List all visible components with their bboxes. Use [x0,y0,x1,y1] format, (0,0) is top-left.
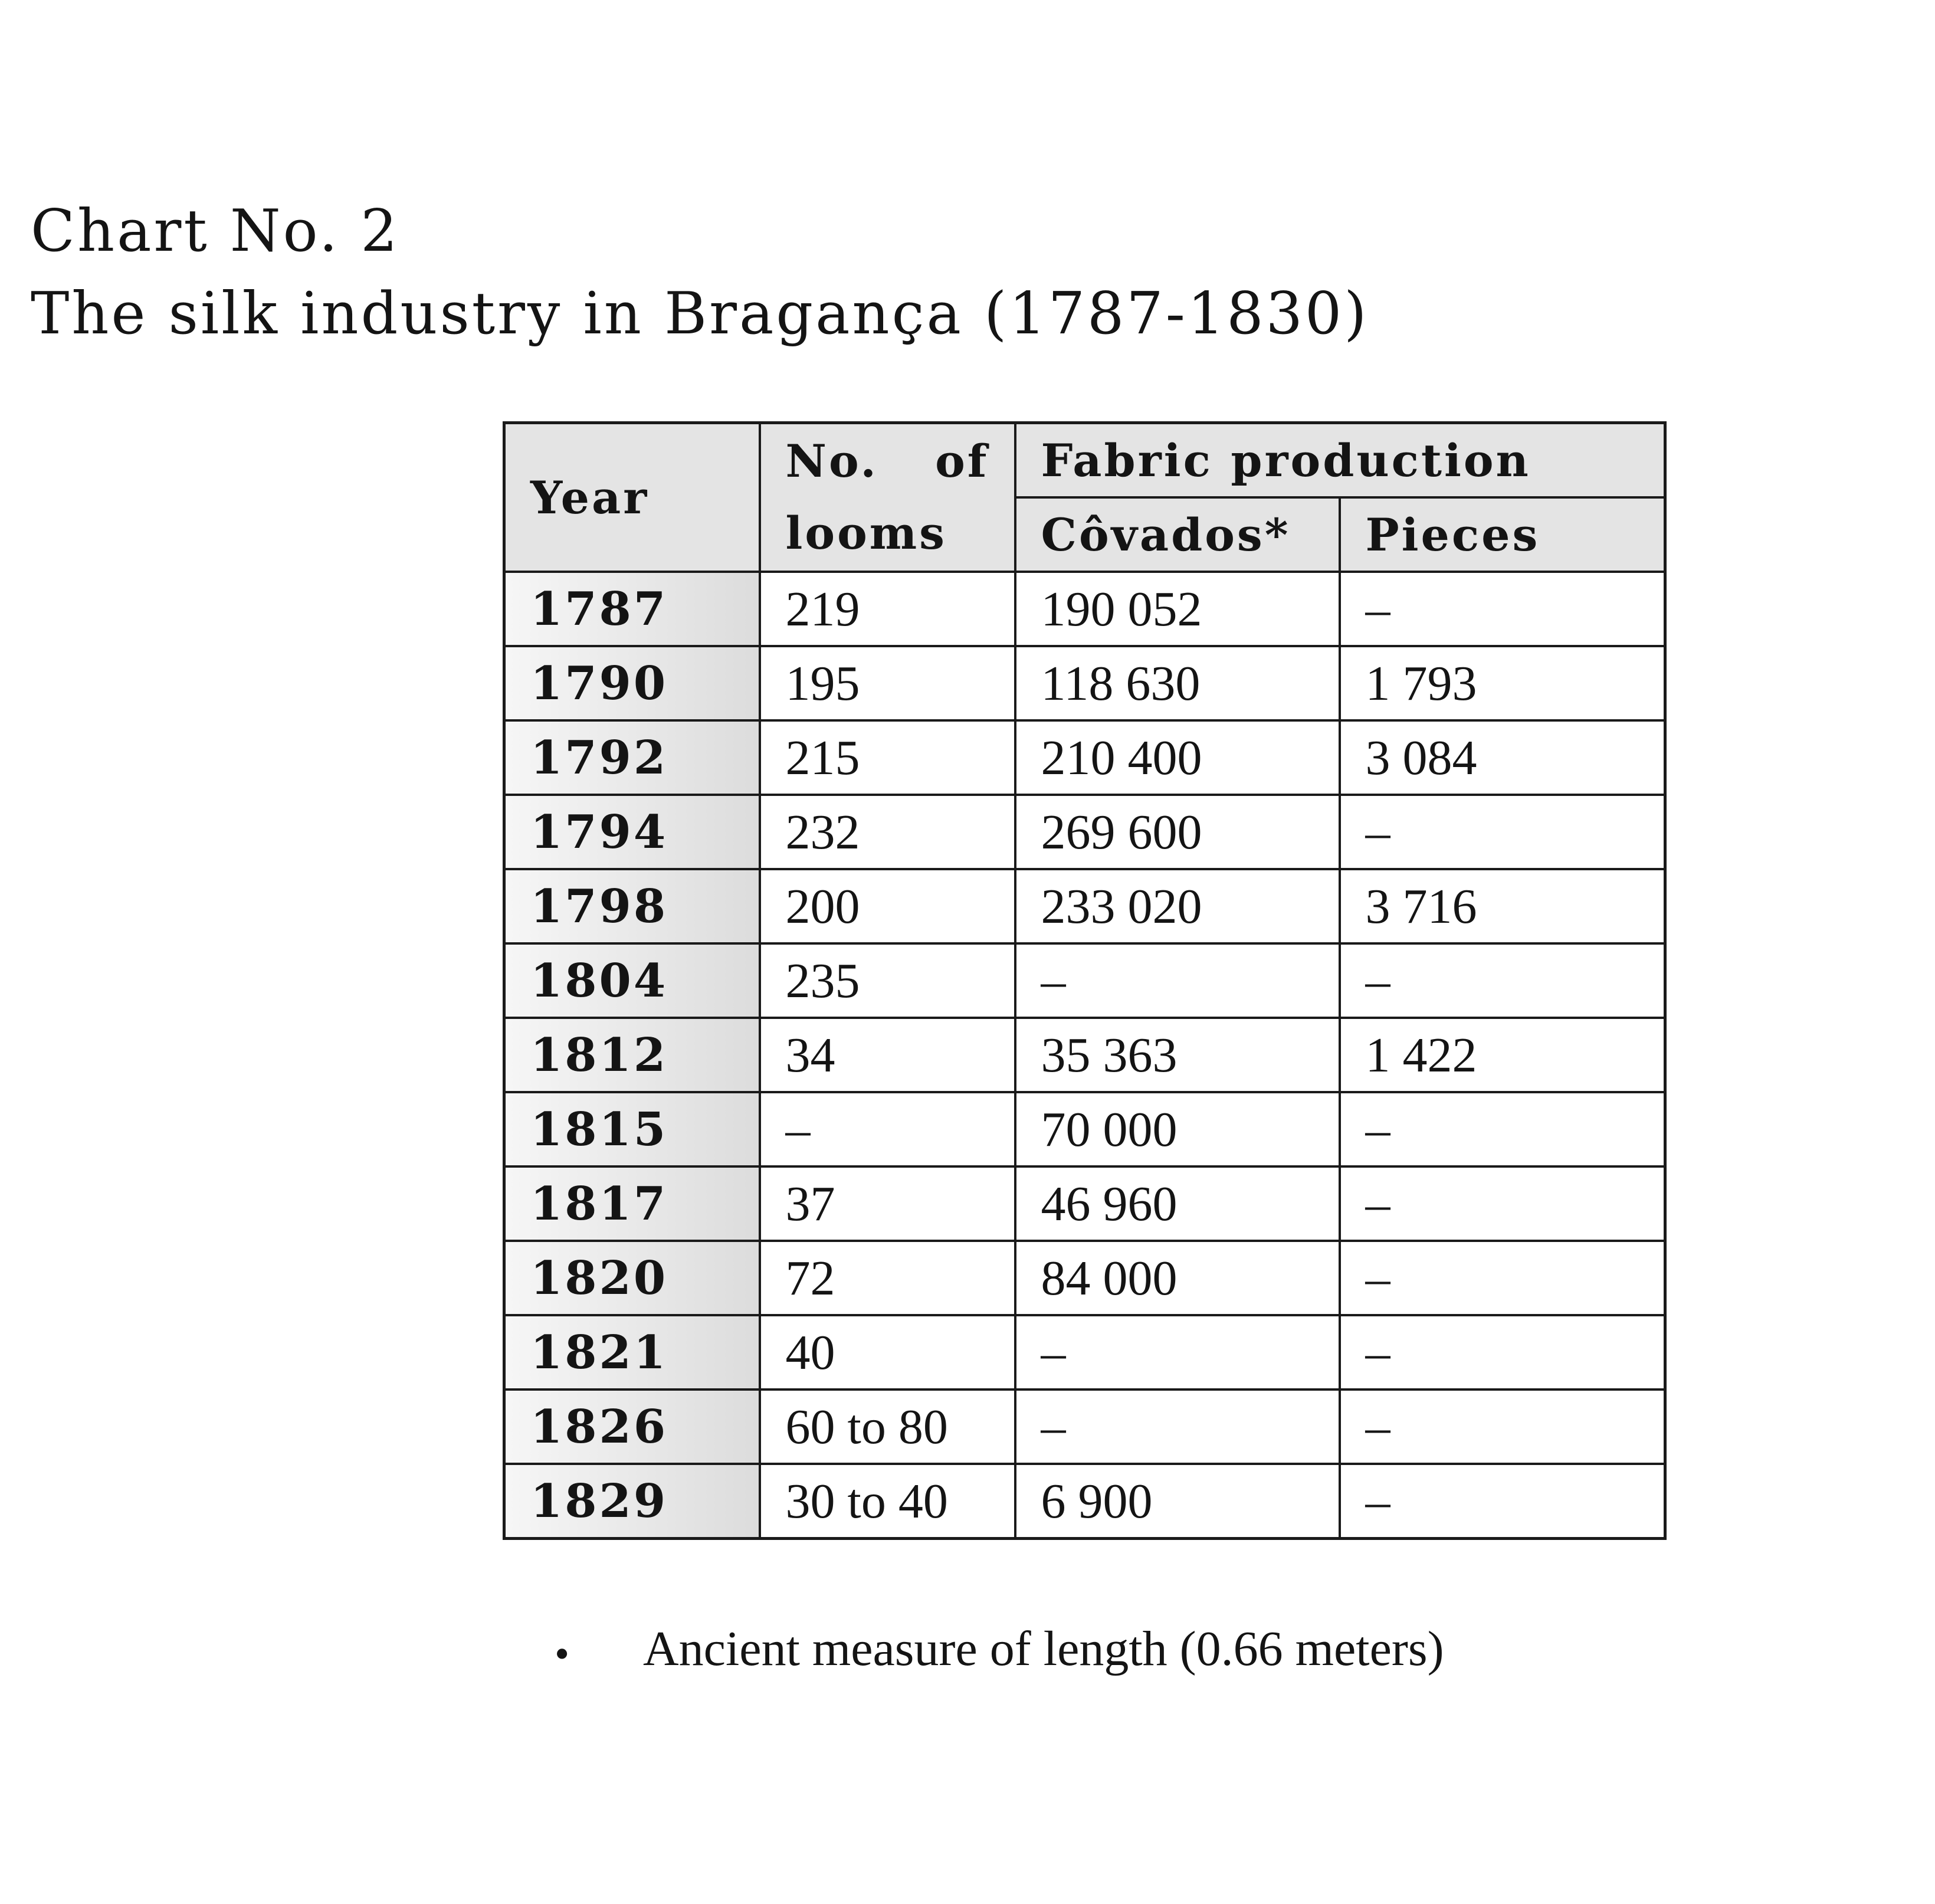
chart-title: Chart No. 2 [31,198,400,265]
cell-pieces: 3 716 [1340,869,1665,943]
table-row [504,795,1665,869]
cell-looms: 232 [760,795,1015,869]
table-body [504,572,1665,1539]
cell-looms: 235 [760,943,1015,1018]
cell-year: 1794 [504,795,760,869]
cell-looms: 195 [760,646,1015,720]
cell-looms: 215 [760,720,1015,795]
cell-looms: 72 [760,1241,1015,1315]
cell-pieces: 1 793 [1340,646,1665,720]
cell-covados: 46 960 [1015,1166,1340,1241]
cell-pieces: – [1340,1166,1665,1241]
cell-year: 1792 [504,720,760,795]
cell-covados: 190 052 [1015,572,1340,646]
cell-looms: 60 to 80 [760,1390,1015,1464]
footnote-text: Ancient measure of length (0.66 meters) [643,1621,1444,1676]
silk-industry-table [503,421,1667,1540]
table-row [504,869,1665,943]
silk-industry-table-wrapper [503,421,1664,1540]
header-pieces: Pieces [1340,497,1665,572]
table-row [504,1241,1665,1315]
cell-year: 1826 [504,1390,760,1464]
cell-pieces: – [1340,1390,1665,1464]
cell-looms: 37 [760,1166,1015,1241]
cell-pieces: – [1340,795,1665,869]
cell-covados: 70 000 [1015,1092,1340,1166]
cell-covados: – [1015,1390,1340,1464]
cell-year: 1817 [504,1166,760,1241]
header-looms-word-looms: looms [785,507,947,559]
cell-covados: 118 630 [1015,646,1340,720]
header-no-of-looms [760,423,1015,572]
cell-pieces: 3 084 [1340,720,1665,795]
chart-heading [31,190,1447,355]
cell-year: 1804 [504,943,760,1018]
table-row [504,943,1665,1018]
cell-covados: – [1015,943,1340,1018]
table-row [504,646,1665,720]
table-row [504,720,1665,795]
table-row [504,1018,1665,1092]
cell-year: 1821 [504,1315,760,1390]
header-year: Year [504,423,760,572]
cell-covados: 269 600 [1015,795,1340,869]
cell-looms: 219 [760,572,1015,646]
header-looms-word-of: of [935,435,989,487]
cell-pieces: – [1340,1092,1665,1166]
cell-year: 1812 [504,1018,760,1092]
table-row [504,1315,1665,1390]
footnote [555,1617,1616,1686]
cell-looms: 34 [760,1018,1015,1092]
cell-year: 1798 [504,869,760,943]
cell-looms: – [760,1092,1015,1166]
cell-looms: 40 [760,1315,1015,1390]
cell-year: 1790 [504,646,760,720]
footnote-bullet: • [555,1630,570,1677]
cell-covados: – [1015,1315,1340,1390]
cell-pieces: – [1340,1464,1665,1539]
cell-pieces: – [1340,1315,1665,1390]
chart-subtitle: The silk industry in Bragança (1787-1830) [31,280,1369,348]
cell-covados: 233 020 [1015,869,1340,943]
cell-covados: 210 400 [1015,720,1340,795]
header-covados: Côvados* [1015,497,1340,572]
table-row [504,1092,1665,1166]
cell-looms: 30 to 40 [760,1464,1015,1539]
table-row [504,1166,1665,1241]
table-row [504,572,1665,646]
table-row [504,1464,1665,1539]
cell-pieces: 1 422 [1340,1018,1665,1092]
cell-year: 1820 [504,1241,760,1315]
cell-pieces: – [1340,572,1665,646]
table-row [504,1390,1665,1464]
cell-pieces: – [1340,943,1665,1018]
cell-looms: 200 [760,869,1015,943]
cell-year: 1829 [504,1464,760,1539]
cell-pieces: – [1340,1241,1665,1315]
cell-covados: 84 000 [1015,1241,1340,1315]
header-fabric-production: Fabric production [1015,423,1665,498]
cell-covados: 6 900 [1015,1464,1340,1539]
cell-year: 1787 [504,572,760,646]
cell-covados: 35 363 [1015,1018,1340,1092]
header-looms-word-no: No. [785,435,878,487]
cell-year: 1815 [504,1092,760,1166]
